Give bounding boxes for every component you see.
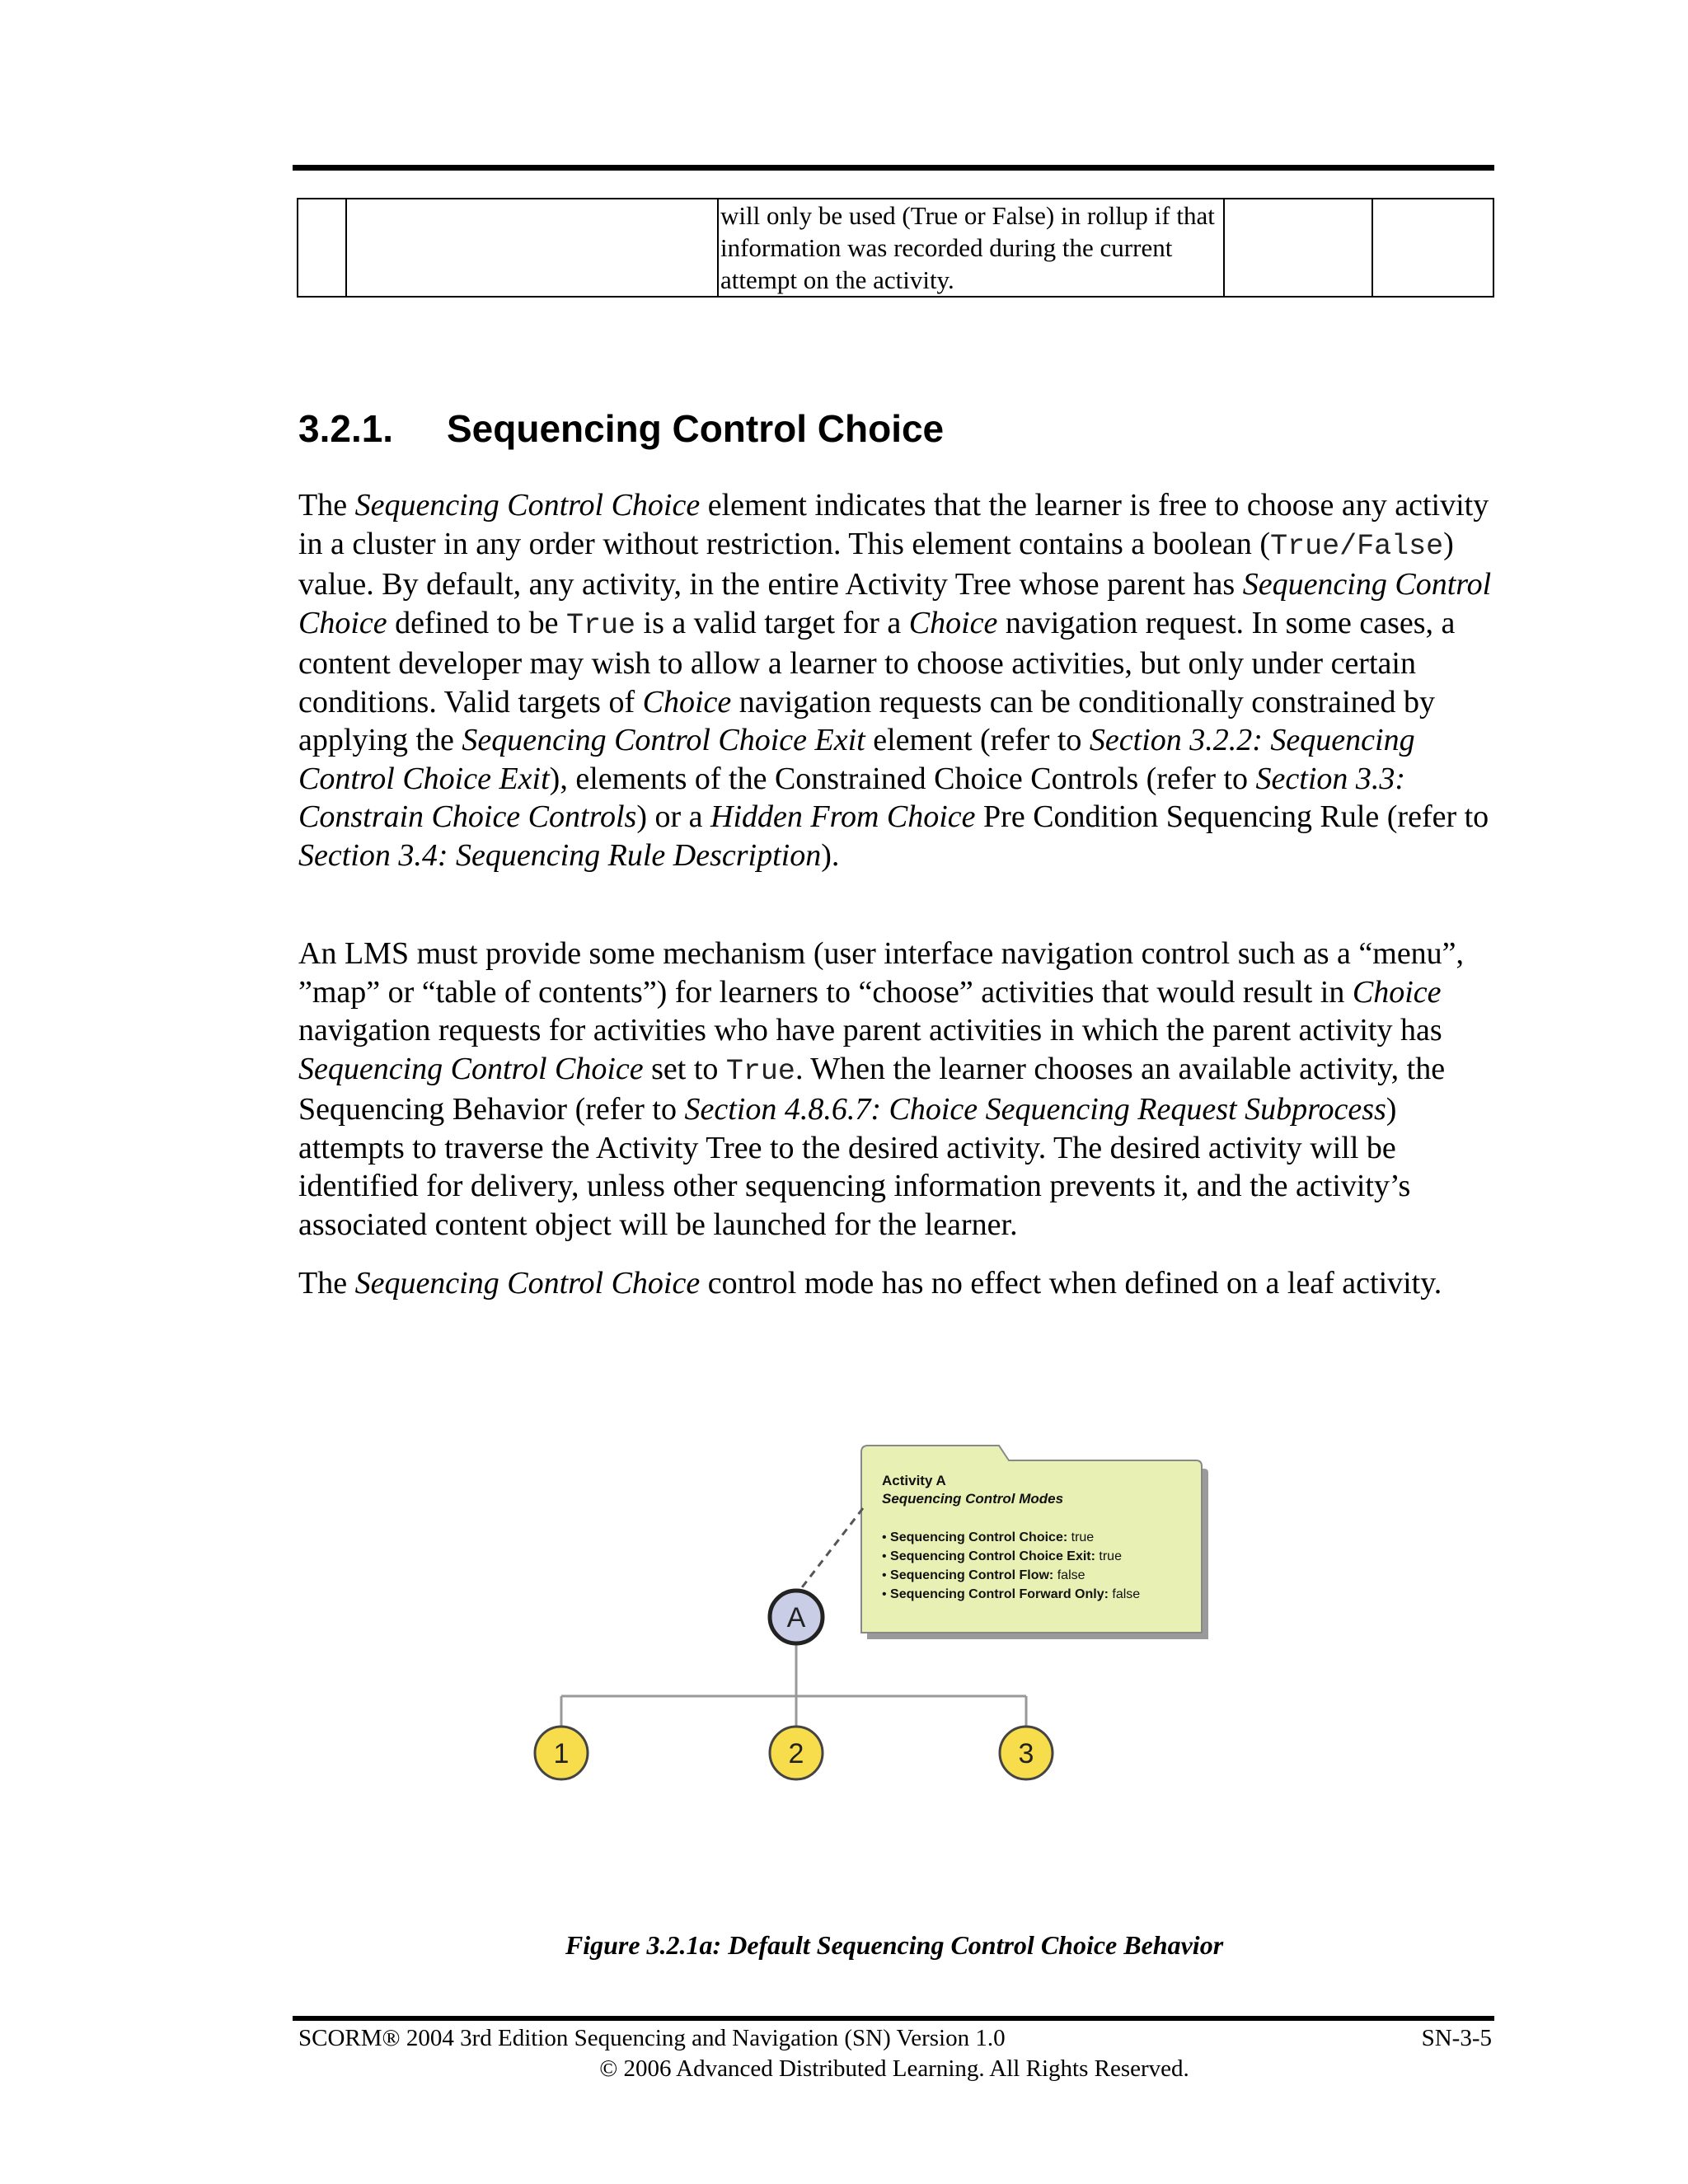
figure-caption: Figure 3.2.1a: Default Sequencing Control Choice Behavior: [565, 1930, 1224, 1960]
paragraph-1: [298, 486, 1502, 874]
text: Pre Condition Sequencing Rule (refer to: [975, 799, 1489, 834]
section-heading: [298, 405, 944, 452]
text: . When the learner chooses an available activity, the Sequencing Behavior (refer to: [298, 1051, 1446, 1127]
section-reference: Section 4.8.6.7: Choice Sequencing Request Subprocess: [684, 1092, 1386, 1127]
table-cell: [298, 199, 346, 297]
callout-connector: [799, 1508, 863, 1591]
section-number: 3.2.1.: [298, 407, 394, 450]
root-node-label: A: [786, 1602, 806, 1633]
section-reference: Section 3.2.2: Sequencing Control Choice Exit: [298, 723, 1415, 796]
text: The: [298, 488, 355, 523]
text: ) value. By default, any activity, in the entire Activity Tree whose parent has: [298, 526, 1454, 602]
table-cell: [1372, 199, 1493, 297]
text: element (refer to: [865, 723, 1090, 757]
table-row: [298, 199, 1493, 297]
activity-tree-diagram: [495, 1434, 1236, 1821]
text: ) attempts to traverse the Activity Tree to the desired activity. The desired activity will be identified for delivery, unless other sequencing information prevents it, and the activity’s associated content object will be launched for the learner.: [298, 1092, 1411, 1242]
italic-term: Sequencing Control Choice: [298, 567, 1492, 640]
table-cell: [346, 199, 718, 297]
callout-title: Activity A: [882, 1473, 946, 1488]
mode-item: • Sequencing Control Choice Exit: true: [882, 1549, 1122, 1563]
header-rule: [293, 165, 1494, 171]
text: ) or a: [636, 799, 710, 834]
footer-rule: [293, 2016, 1494, 2021]
text: defined to be: [387, 605, 567, 640]
mode-item: • Sequencing Control Flow: false: [882, 1568, 1085, 1582]
code-term: True: [725, 1054, 795, 1088]
italic-term: Sequencing Control Choice: [354, 488, 701, 523]
child-node-label: 1: [553, 1738, 570, 1769]
code-term: True: [566, 608, 636, 642]
text: element indicates that the learner is free to choose any activity in a cluster in any order without restriction. This element contains a boolean (: [298, 488, 1489, 561]
text: navigation requests for activities who have parent activities in which the parent activity has: [298, 1013, 1442, 1047]
text: An LMS must provide some mechanism (user interface navigation control such as a “menu”, ”map” or “table of contents”) for learners to “choose” activities that would result in: [298, 936, 1465, 1010]
table-cell-text: will only be used (True or False) in rollup if that information was recorded during the current attempt on the activity.: [718, 199, 1224, 297]
child-node-label: 3: [1018, 1738, 1034, 1769]
text: set to: [643, 1051, 726, 1086]
section-reference: Section 3.3: Constrain Choice Controls: [298, 761, 1406, 834]
code-term: True/False: [1270, 529, 1444, 563]
italic-term: Hidden From Choice: [710, 799, 976, 834]
text: is a valid target for a: [635, 605, 909, 640]
callout-subtitle: Sequencing Control Modes: [882, 1491, 1064, 1507]
child-node-label: 2: [788, 1738, 804, 1769]
text: navigation requests can be conditionally constrained by applying the: [298, 684, 1435, 757]
italic-term: Choice: [908, 605, 998, 640]
mode-item: • Sequencing Control Forward Only: false: [882, 1587, 1141, 1601]
text: control mode has no effect when defined on a leaf activity.: [700, 1266, 1442, 1301]
paragraph-2: [298, 935, 1502, 1244]
italic-term: Choice: [642, 684, 732, 719]
italic-term: Sequencing Control Choice: [354, 1266, 701, 1301]
text: navigation request. In some cases, a content developer may wish to allow a learner to choose activities, but only under certain conditions. Valid targets of: [298, 605, 1456, 719]
italic-term: Sequencing Control Choice: [298, 1051, 644, 1086]
continued-table: [297, 198, 1494, 298]
italic-term: Choice: [1352, 974, 1442, 1010]
footer-page-number: SN-3-5: [1421, 2025, 1492, 2051]
text: ), elements of the Constrained Choice Controls (refer to: [549, 761, 1256, 796]
text: The: [298, 1266, 355, 1301]
paragraph-3: [298, 1264, 1502, 1303]
table-cell: [1224, 199, 1372, 297]
footer-document-title: SCORM® 2004 3rd Edition Sequencing and Navigation (SN) Version 1.0: [298, 2025, 1006, 2051]
mode-item: • Sequencing Control Choice: true: [882, 1530, 1095, 1544]
text: ).: [821, 837, 840, 873]
footer-copyright: © 2006 Advanced Distributed Learning. All Rights Reserved.: [599, 2055, 1189, 2082]
section-reference: Section 3.4: Sequencing Rule Description: [298, 837, 822, 873]
section-title: Sequencing Control Choice: [447, 407, 945, 450]
italic-term: Sequencing Control Choice Exit: [462, 723, 865, 757]
